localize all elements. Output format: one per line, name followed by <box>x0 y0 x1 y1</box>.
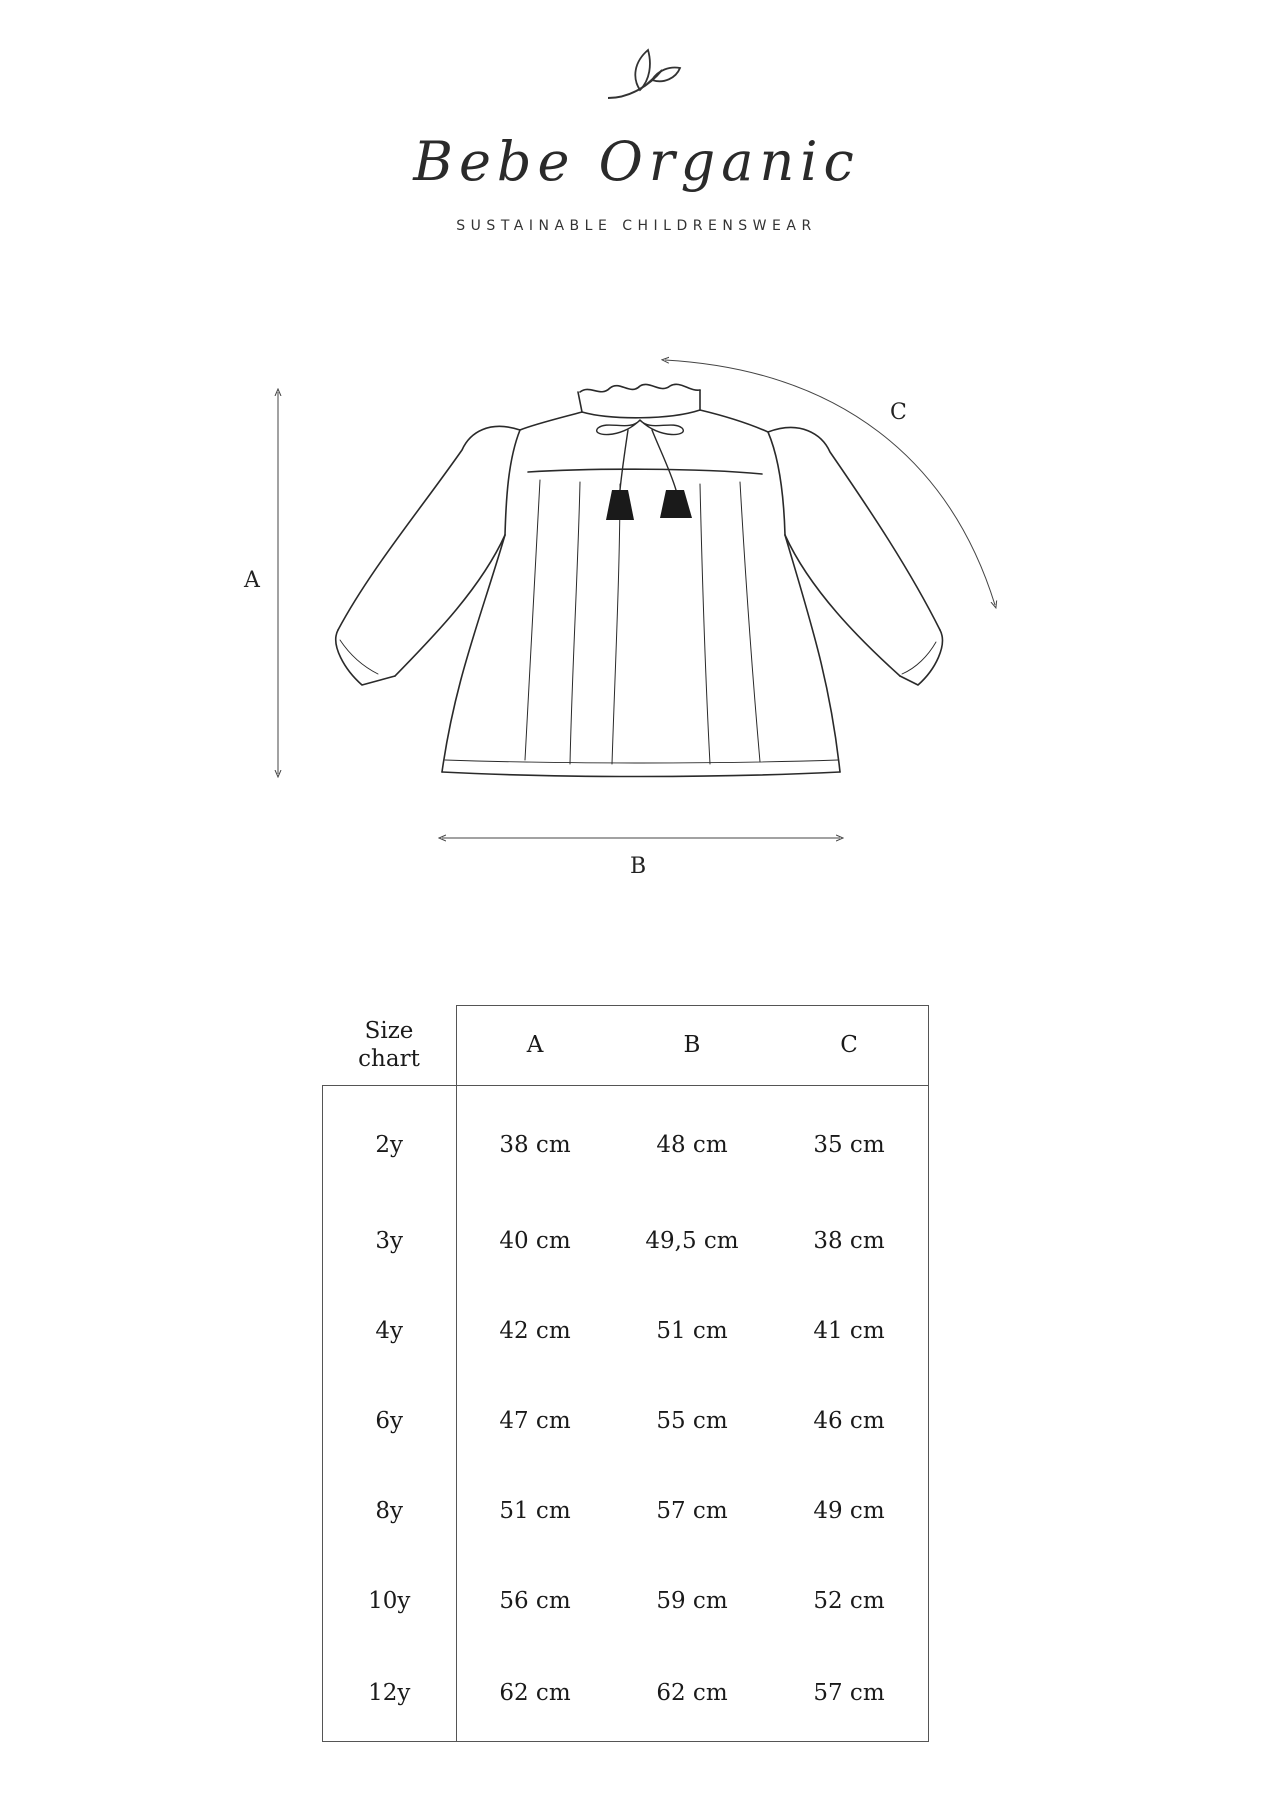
value-b-cell: 48 cm <box>656 1131 728 1158</box>
column-header-b: B <box>614 1006 771 1086</box>
value-c-cell: 52 cm <box>771 1556 929 1646</box>
size-chart-corner <box>323 1006 457 1086</box>
corner-line1: Size <box>364 1018 414 1044</box>
value-b-cell: 57 cm <box>656 1497 728 1524</box>
brand-tagline: SUSTAINABLE CHILDRENSWEAR <box>456 218 817 234</box>
value-c-cell: 38 cm <box>771 1196 929 1286</box>
dimension-c-label: C <box>890 400 907 425</box>
table-row <box>323 1085 929 1196</box>
table-row <box>323 1196 929 1286</box>
size-chart-table <box>322 1005 929 1742</box>
value-b-cell: 51 cm <box>656 1317 728 1344</box>
value-c-cell: 49 cm <box>771 1466 929 1556</box>
table-row <box>323 1376 929 1466</box>
value-a-cell: 47 cm <box>499 1407 571 1434</box>
column-header-c: C <box>771 1006 929 1086</box>
table-header-row <box>323 1006 929 1086</box>
table-row <box>323 1286 929 1376</box>
size-cell: 8y <box>323 1466 457 1556</box>
garment-diagram <box>0 340 1273 900</box>
brand-name: Bebe Organic <box>413 130 860 193</box>
value-a-cell: 38 cm <box>499 1131 571 1158</box>
value-a-cell: 42 cm <box>499 1317 571 1344</box>
size-cell: 10y <box>323 1556 457 1646</box>
value-a-cell: 56 cm <box>499 1587 571 1614</box>
corner-line2: chart <box>358 1046 420 1072</box>
value-c-cell: 35 cm <box>771 1085 929 1196</box>
value-c-cell: 57 cm <box>771 1646 929 1742</box>
value-b-cell: 55 cm <box>656 1407 728 1434</box>
value-a-cell: 40 cm <box>499 1227 571 1254</box>
size-cell: 3y <box>323 1196 457 1286</box>
value-c-cell: 41 cm <box>771 1286 929 1376</box>
dimension-a-label: A <box>244 568 260 593</box>
value-b-cell: 49,5 cm <box>645 1227 739 1254</box>
table-row <box>323 1466 929 1556</box>
value-a-cell: 62 cm <box>456 1646 614 1742</box>
size-cell: 2y <box>323 1085 457 1196</box>
dimension-c-arrow <box>665 360 995 605</box>
brand-logo <box>0 30 1273 250</box>
value-c-cell: 46 cm <box>771 1376 929 1466</box>
size-cell: 4y <box>323 1286 457 1376</box>
blouse-illustration <box>0 340 1273 900</box>
blouse-outline <box>336 384 943 776</box>
value-b-cell: 59 cm <box>656 1587 728 1614</box>
table-row <box>323 1556 929 1646</box>
tassel-icon <box>606 490 692 520</box>
size-cell: 12y <box>323 1646 457 1742</box>
column-header-a: A <box>456 1006 614 1086</box>
dimension-b-label: B <box>630 854 647 879</box>
table-row <box>323 1646 929 1742</box>
value-b-cell: 62 cm <box>614 1646 771 1742</box>
value-a-cell: 51 cm <box>499 1497 571 1524</box>
size-cell: 6y <box>323 1376 457 1466</box>
